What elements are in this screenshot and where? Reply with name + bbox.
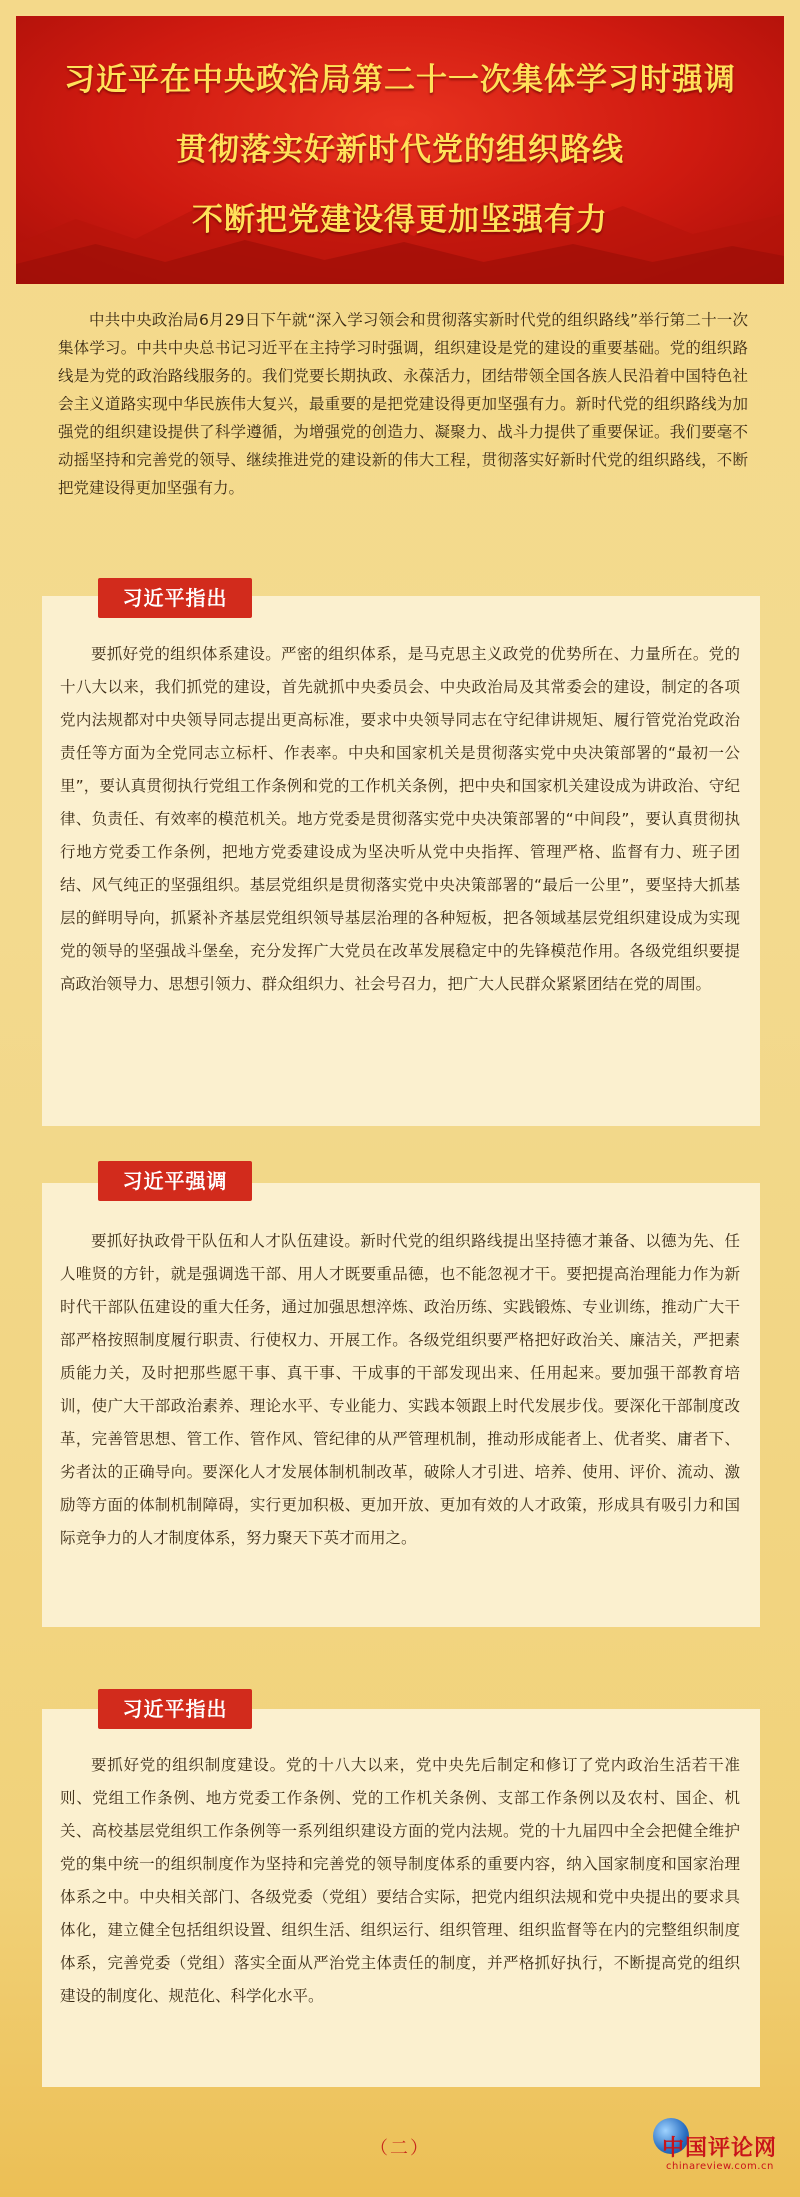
banner-title-line-2: 贯彻落实好新时代党的组织路线 [176, 132, 624, 168]
section-2-tag: 习近平强调 [98, 1161, 252, 1201]
section-panel-1 [42, 596, 760, 1126]
logo-name: 中国评论网 [662, 2135, 778, 2161]
section-panel-2 [42, 1183, 760, 1627]
section-3-tag: 习近平指出 [98, 1689, 252, 1729]
section-panel-3 [42, 1709, 760, 2087]
section-1-text: 要抓好党的组织体系建设。严密的组织体系，是马克思主义政党的优势所在、力量所在。党的十八大以来，我们抓党的建设，首先就抓中央委员会、中央政治局及其常委会的建设，制定的各项党内法规都对中央领导同志提出更高标准，要求中央领导同志在守纪律讲规矩、履行管党治党政治责任等方面为全党同志立标杆、作表率。中央和国家机关是贯彻落实党中央决策部署的“最初一公里”，要认真贯彻执行党组工作条例和党的工作机关条例，把中央和国家机关建设成为讲政治、守纪律、负责任、有效率的模范机关。地方党委是贯彻落实党中央决策部署的“中间段”，要认真贯彻执行地方党委工作条例，把地方党委建设成为坚决听从党中央指挥、管理严格、监督有力、班子团结、风气纯正的坚强组织。基层党组织是贯彻落实党中央决策部署的“最后一公里”，要坚持大抓基层的鲜明导向，抓紧补齐基层党组织领导基层治理的各种短板，把各领域基层党组织建设成为实现党的领导的坚强战斗堡垒，充分发挥广大党员在改革发展稳定中的先锋模范作用。各级党组织要提高政治领导力、思想引领力、群众组织力、社会号召力，把广大人民群众紧紧团结在党的周围。 [60, 645, 740, 993]
header-banner [14, 14, 786, 286]
site-logo[interactable] [650, 2125, 790, 2185]
logo-url: chinareview.com.cn [666, 2161, 774, 2172]
section-2-text: 要抓好执政骨干队伍和人才队伍建设。新时代党的组织路线提出坚持德才兼备、以德为先、任人唯贤的方针，就是强调选干部、用人才既要重品德，也不能忽视才干。要把提高治理能力作为新时代干部队伍建设的重大任务，通过加强思想淬炼、政治历练、实践锻炼、专业训练，推动广大干部严格按照制度履行职责、行使权力、开展工作。各级党组织要严格把好政治关、廉洁关，严把素质能力关，及时把那些愿干事、真干事、干成事的干部发现出来、任用起来。要加强干部教育培训，使广大干部政治素养、理论水平、专业能力、实践本领跟上时代发展步伐。要深化干部制度改革，完善管思想、管工作、管作风、管纪律的从严管理机制，推动形成能者上、优者奖、庸者下、劣者汰的正确导向。要深化人才发展体制机制改革，破除人才引进、培养、使用、评价、流动、激励等方面的体制机制障碍，实行更加积极、更加开放、更加有效的人才政策，形成具有吸引力和国际竞争力的人才制度体系，努力聚天下英才而用之。 [60, 1232, 740, 1547]
section-1-tag: 习近平指出 [98, 578, 252, 618]
banner-title-line-1: 习近平在中央政治局第二十一次集体学习时强调 [64, 62, 736, 98]
intro-paragraph: 中共中央政治局6月29日下午就“深入学习领会和贯彻落实新时代党的组织路线”举行第二十一次集体学习。中共中央总书记习近平在主持学习时强调，组织建设是党的建设的重要基础。党的组织路线是为党的政治路线服务的。我们党要长期执政、永葆活力，团结带领全国各族人民沿着中国特色社会主义道路实现中华民族伟大复兴，最重要的是把党建设得更加坚强有力。新时代党的组织路线为加强党的组织建设提供了科学遵循，为增强党的创造力、凝聚力、战斗力提供了重要保证。我们要毫不动摇坚持和完善党的领导、继续推进党的建设新的伟大工程，贯彻落实好新时代党的组织路线，不断把党建设得更加坚强有力。 [58, 311, 748, 497]
section-3-text: 要抓好党的组织制度建设。党的十八大以来，党中央先后制定和修订了党内政治生活若干准则、党组工作条例、地方党委工作条例、党的工作机关条例、支部工作条例以及农村、国企、机关、高校基层党组织工作条例等一系列组织建设方面的党内法规。党的十九届四中全会把健全维护党的集中统一的组织制度作为坚持和完善党的领导制度体系的重要内容，纳入国家制度和国家治理体系之中。中央相关部门、各级党委（党组）要结合实际，把党内组织法规和党中央提出的要求具体化，建立健全包括组织设置、组织生活、组织运行、组织管理、组织监督等在内的完整组织制度体系，完善党委（党组）落实全面从严治党主体责任的制度，并严格抓好执行，不断提高党的组织建设的制度化、规范化、科学化水平。 [60, 1756, 740, 2005]
banner-title-line-3: 不断把党建设得更加坚强有力 [192, 202, 608, 238]
page-number: （二） [370, 2138, 430, 2159]
